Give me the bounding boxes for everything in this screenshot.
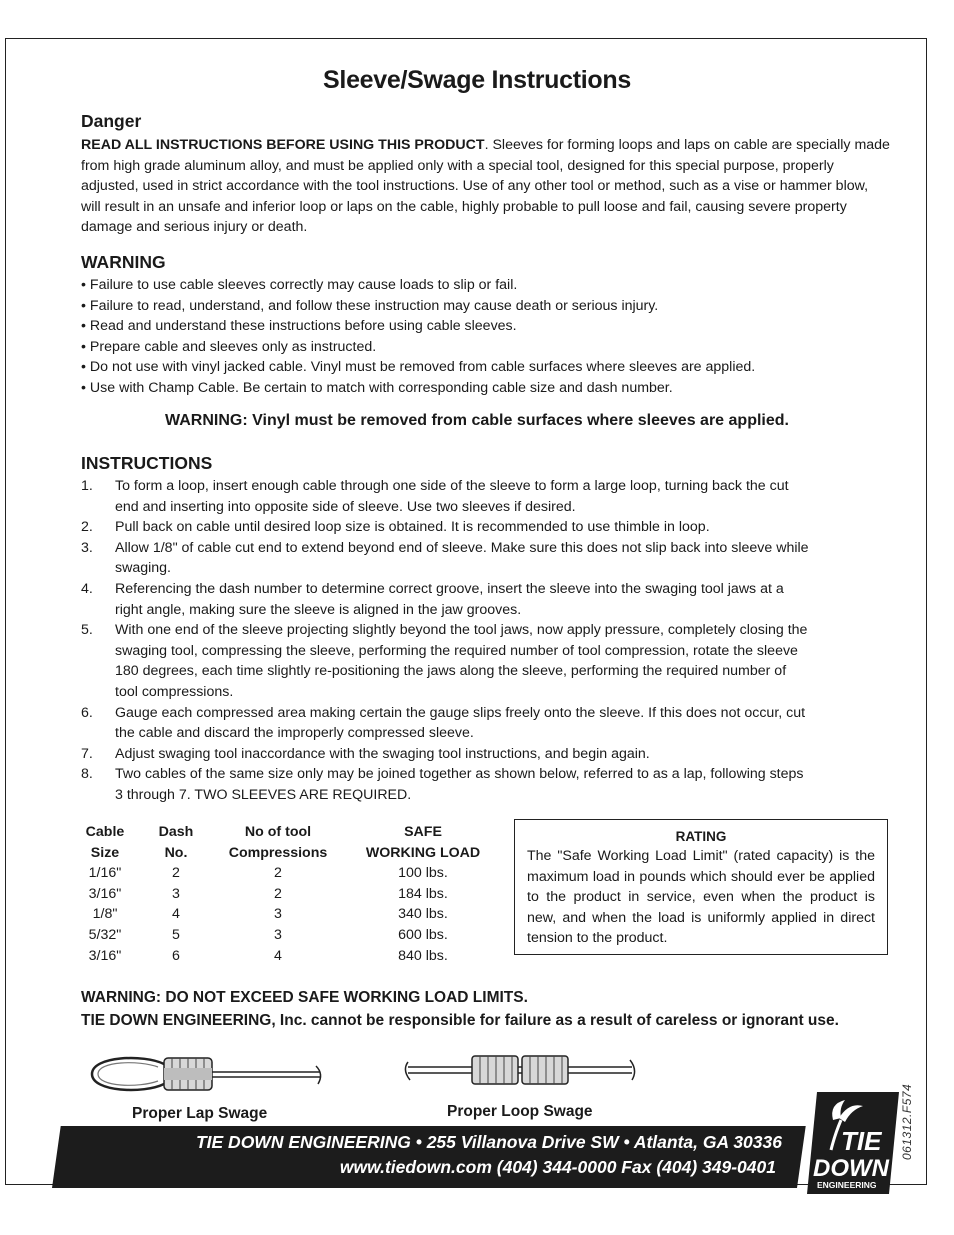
table-cell: 184 lbs. [398,885,448,902]
rating-body: The "Safe Working Load Limit" (rated capacity) is the maximum load in pounds which should ever be applied to the product in service, even when the product is new, and when the load is uniformly applied in direct tension to the product. [527,848,875,947]
vinyl-warning: WARNING: Vinyl must be removed from cable surfaces where sleeves are applied. [165,412,789,429]
step-text: Allow 1/8" of cable cut end to extend beyond end of sleeve. Make sure this does not slip back into sleeve while swaging. [115,539,809,577]
column-header-dash-no: Dash No. [158,824,194,861]
logo-word-tie: TIE [841,1126,882,1156]
table-cell: 2 [274,865,282,882]
table-cell: 2 [172,865,180,882]
table-cell: 600 lbs. [398,926,448,943]
step-text: With one end of the sleeve projecting slightly beyond the tool jaws, now apply pressure, completely closing the swaging tool, compressing the sleeve, performing the required number of tool compression, rotate the sleeve 180 degrees, each time slightly re-positioning the jaws along the sleeve, performing the required number of tool compressions. [115,622,808,700]
load-limit-warning [81,986,839,1032]
table-cell: 4 [172,906,180,923]
loop-swage-illustration [402,1050,638,1090]
lap-swage-illustration [84,1048,329,1100]
table-cell: 3 [274,906,282,923]
load-table [76,822,508,966]
document-number: 061312.F574 [900,1083,914,1160]
table-row [76,925,508,946]
logo-word-down: DOWN [813,1155,889,1182]
table-cell: 5/32" [88,926,122,943]
table-cell: 840 lbs. [398,947,448,964]
table-row [76,946,508,967]
lap-swage-caption: Proper Lap Swage [132,1105,268,1122]
table-cell: 3/16" [88,885,122,902]
danger-heading: Danger [81,111,142,131]
rating-box [514,819,888,955]
instructions-list [81,476,811,806]
step-number: 3. [81,539,93,556]
danger-paragraph [81,135,891,238]
column-header-compressions: No of tool Compressions [228,824,328,861]
step-text: Adjust swaging tool inaccordance with the swaging tool instructions, and begin again. [115,745,650,762]
instructions-heading: INSTRUCTIONS [81,453,213,473]
warning-heading: WARNING [81,252,166,272]
footer-web-phone: www.tiedown.com (404) 344-0000 Fax (404) 349-0401 [339,1157,776,1177]
warning-item: • Do not use with vinyl jacked cable. Vinyl must be removed from cable surfaces where sleeves are applied. [81,359,756,376]
step-number: 1. [81,478,93,494]
table-cell: 1/8" [92,906,118,923]
tie-down-logo-icon [805,1090,900,1198]
instruction-step [81,744,811,765]
instruction-step [81,703,811,744]
warning-item: • Failure to read, understand, and follow these instruction may cause death or serious injury. [81,297,659,314]
warning-item: • Use with Champ Cable. Be certain to match with corresponding cable size and dash number. [81,379,673,396]
step-number: 5. [81,622,93,639]
instruction-step [81,579,811,620]
column-header-safe-working-load: SAFE WORKING LOAD [365,824,481,861]
table-cell: 6 [172,947,180,964]
step-text: To form a loop, insert enough cable through one side of the sleeve to form a large loop, turning back the cut end and inserting into opposite side of sleeve. Use two sleeves if desired. [115,478,789,515]
table-cell: 5 [172,926,180,943]
load-limit-warning-line: WARNING: DO NOT EXCEED SAFE WORKING LOAD LIMITS. [81,989,528,1006]
warning-item: • Failure to use cable sleeves correctly may cause loads to slip or fail. [81,277,518,293]
warning-section [81,252,891,399]
danger-body: . Sleeves for forming loops and laps on cable are specially made from high grade aluminum alloy, and must be applied only with a special tool, designed for this special purpose, properly adjusted, used in strict accordance with the tool instructions. Use of any other tool or method, such as a vise or hammer blow, will result in an unsafe and inferior loop or laps on the cable, highly probable to pull loose and fail, causing severe property damage and serious injury or death. [81,137,890,236]
warning-item: • Prepare cable and sleeves only as instructed. [81,338,377,355]
table-cell: 2 [274,885,282,902]
step-number: 2. [81,519,93,536]
table-cell: 3 [172,885,180,902]
instruction-step [81,764,811,805]
instruction-step [81,517,811,538]
step-text: Gauge each compressed area making certain the gauge slips freely onto the sleeve. If this does not occur, cut the cable and discard the improperly compressed sleeve. [115,704,806,742]
step-number: 8. [81,766,93,783]
table-cell: 4 [274,947,282,964]
step-text: Pull back on cable until desired loop size is obtained. It is recommended to use thimble in loop. [115,519,710,536]
table-cell: 3/16" [88,947,122,964]
table-row [76,863,508,884]
column-header-cable-size: Cable Size [85,824,125,861]
warning-item: • Read and understand these instructions before using cable sleeves. [81,318,517,335]
instruction-step [81,476,811,517]
footer-address: TIE DOWN ENGINEERING • 255 Villanova Drive SW • Atlanta, GA 30336 [195,1132,782,1152]
loop-swage-caption: Proper Loop Swage [447,1103,593,1120]
logo-word-engineering: ENGINEERING [817,1180,877,1190]
step-number: 7. [81,745,93,762]
instructions-section [81,453,811,806]
liability-disclaimer: TIE DOWN ENGINEERING, Inc. cannot be responsible for failure as a result of careless or ignorant use. [81,1012,839,1029]
table-cell: 1/16" [88,865,122,882]
warning-list [81,275,891,399]
step-text: Referencing the dash number to determine correct groove, insert the sleeve into the swaging tool jaws at a right angle, making sure the sleeve is aligned in the jaw grooves. [115,580,784,618]
danger-section [81,111,891,238]
page-title: Sleeve/Swage Instructions [323,66,631,94]
table-header-row [76,822,508,863]
table-row [76,884,508,905]
table-cell: 3 [274,926,282,943]
danger-lead: READ ALL INSTRUCTIONS BEFORE USING THIS PRODUCT [81,137,485,153]
table-row [76,904,508,925]
table-cell: 340 lbs. [398,906,448,923]
table-cell: 100 lbs. [398,865,448,882]
step-number: 4. [81,580,93,597]
instruction-step [81,538,811,579]
step-number: 6. [81,704,93,721]
rating-title: RATING [675,829,727,844]
step-text: Two cables of the same size only may be joined together as shown below, referred to as a lap, following steps 3 through 7. TWO SLEEVES ARE REQUIRED. [115,766,804,803]
footer-contact [52,1130,782,1180]
instruction-step [81,620,811,702]
